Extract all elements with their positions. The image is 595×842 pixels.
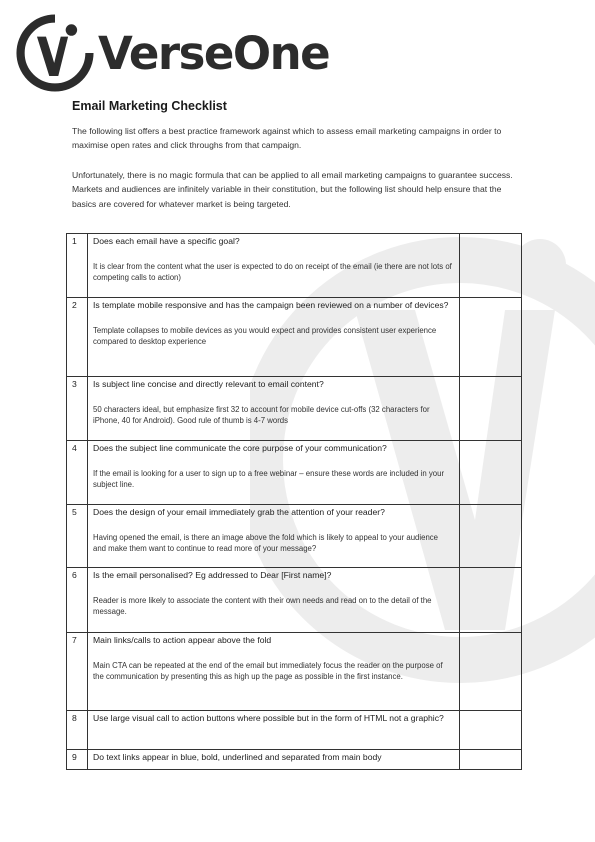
item-question: Main links/calls to action appear above the fold: [93, 635, 272, 645]
table-row: [67, 505, 522, 568]
item-question: Does each email have a specific goal?: [93, 236, 240, 246]
item-number: 9: [67, 750, 88, 770]
item-content: [88, 750, 460, 770]
item-number: 5: [67, 505, 88, 568]
check-cell[interactable]: [460, 711, 522, 750]
brand-logo: [14, 8, 329, 98]
item-question: Do text links appear in blue, bold, underlined and separated from main body: [93, 752, 382, 762]
checklist-table: [66, 233, 522, 770]
check-cell[interactable]: [460, 505, 522, 568]
table-row: [67, 377, 522, 441]
item-content: [88, 633, 460, 711]
item-question: Does the design of your email immediately grab the attention of your reader?: [93, 507, 385, 517]
verseone-logo-icon: [14, 12, 96, 94]
item-content: [88, 234, 460, 298]
table-row: [67, 298, 522, 377]
item-content: [88, 298, 460, 377]
item-question: Is the email personalised? Eg addressed to Dear [First name]?: [93, 570, 332, 580]
item-question: Use large visual call to action buttons where possible but in the form of HTML not a graphic?: [93, 713, 444, 723]
table-row: [67, 711, 522, 750]
table-row: [67, 441, 522, 505]
item-number: 8: [67, 711, 88, 750]
brand-name: VerseOne: [98, 26, 330, 80]
item-detail: Template collapses to mobile devices as you would expect and provides consistent user experience compared to desktop experience: [93, 325, 437, 347]
item-detail: Having opened the email, is there an image above the fold which is likely to appeal to your audience and make them want to continue to read more of your message?: [93, 532, 439, 554]
item-detail: If the email is looking for a user to sign up to a free webinar – ensure these words are included in your subject line.: [93, 468, 445, 490]
check-cell[interactable]: [460, 568, 522, 633]
item-detail: 50 characters ideal, but emphasize first 32 to account for mobile device cut-offs (32 characters for iPhone, 40 for Android). Good rule of thumb is 4-7 words: [93, 404, 430, 426]
item-number: 1: [67, 234, 88, 298]
check-cell[interactable]: [460, 298, 522, 377]
item-content: [88, 568, 460, 633]
item-question: Is subject line concise and directly relevant to email content?: [93, 379, 324, 389]
item-question: Is template mobile responsive and has the campaign been reviewed on a number of devices?: [93, 300, 449, 310]
page-title: Email Marketing Checklist: [72, 99, 227, 113]
item-content: [88, 505, 460, 568]
check-cell[interactable]: [460, 750, 522, 770]
table-row: [67, 234, 522, 298]
item-content: [88, 711, 460, 750]
item-number: 3: [67, 377, 88, 441]
item-number: 7: [67, 633, 88, 711]
check-cell[interactable]: [460, 377, 522, 441]
item-detail: It is clear from the content what the user is expected to do on receipt of the email (ie there are not lots of competing calls to action): [93, 261, 452, 283]
table-row: [67, 568, 522, 633]
item-number: 4: [67, 441, 88, 505]
table-row: [67, 633, 522, 711]
table-row: [67, 750, 522, 770]
item-detail: Main CTA can be repeated at the end of the email but immediately focus the reader on the purpose of the communication by presenting this as high up the page as possible in the first instance.: [93, 660, 443, 682]
item-detail: Reader is more likely to associate the content with their own needs and read on to the detail of the message.: [93, 595, 432, 617]
intro-paragraph: The following list offers a best practice framework against which to assess email marketing campaigns in order to maximise open rates and click throughs from that campaign.: [72, 126, 502, 151]
check-cell[interactable]: [460, 234, 522, 298]
check-cell[interactable]: [460, 441, 522, 505]
item-content: [88, 377, 460, 441]
item-question: Does the subject line communicate the core purpose of your communication?: [93, 443, 387, 453]
intro-paragraph: Unfortunately, there is no magic formula that can be applied to all email marketing campaigns to guarantee success. Markets and audiences are infinitely variable in their constitution, but the following list should help ensure that the basics are covered for whatever market is being targeted.: [72, 170, 513, 209]
check-cell[interactable]: [460, 633, 522, 711]
item-number: 2: [67, 298, 88, 377]
item-number: 6: [67, 568, 88, 633]
item-content: [88, 441, 460, 505]
